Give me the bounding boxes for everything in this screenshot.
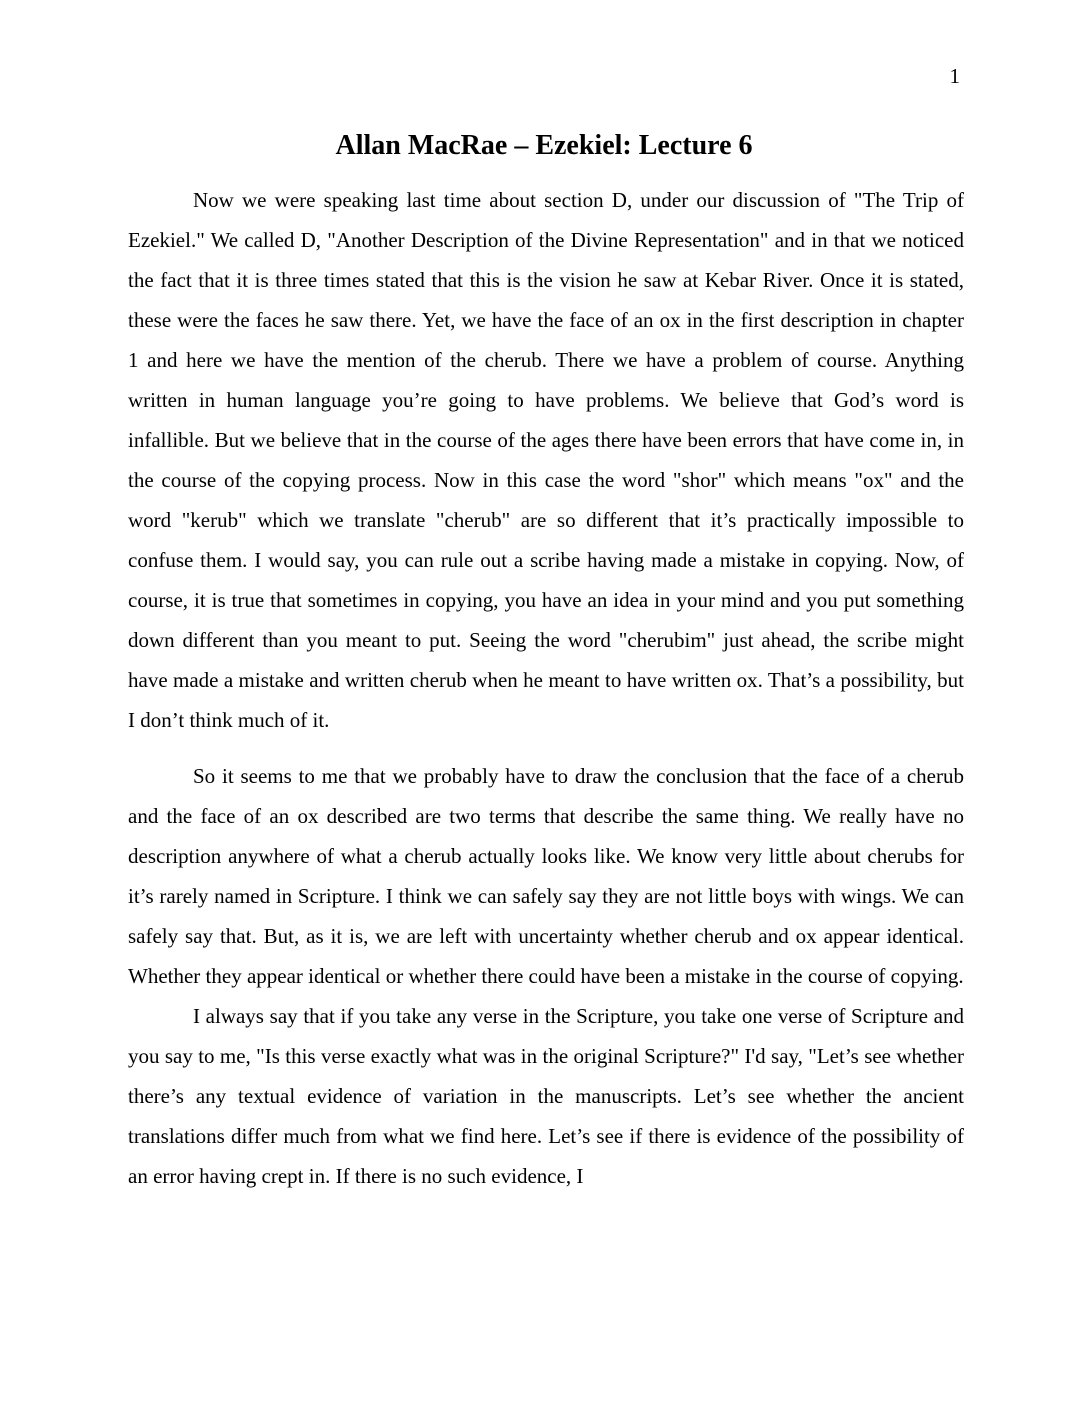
lecture-body	[128, 180, 964, 1196]
page-title: Allan MacRae – Ezekiel: Lecture 6	[335, 130, 753, 161]
paragraph: So it seems to me that we probably have to draw the conclusion that the face of a cherub and the face of an ox described are two terms that describe the same thing. We really have no description anywhere of what a cherub actually looks like. We know very little about cherubs for it’s rarely named in Scripture. I think we can safely say they are not little boys with wings. We can safely say that. But, as it is, we are left with uncertainty whether cherub and ox appear identical. Whether they appear identical or whether there could have been a mistake in the course of copying.	[128, 764, 964, 988]
paragraph: I always say that if you take any verse in the Scripture, you take one verse of Scripture and you say to me, "Is this verse exactly what was in the original Scripture?" I'd say, "Let’s see whether there’s any textual evidence of variation in the manuscripts. Let’s see whether the ancient translations differ much from what we find here. Let’s see if there is evidence of the possibility of an error having crept in. If there is no such evidence, I	[128, 1004, 964, 1188]
paragraph: Now we were speaking last time about section D, under our discussion of "The Trip of Ezekiel." We called D, "Another Description of the Divine Representation" and in that we noticed the fact that it is three times stated that this is the vision he saw at Kebar River. Once it is stated, these were the faces he saw there. Yet, we have the face of an ox in the first description in chapter 1 and here we have the mention of the cherub. There we have a problem of course. Anything written in human language you’re going to have problems. We believe that God’s word is infallible. But we believe that in the course of the ages there have been errors that have come in, in the course of the copying process. Now in this case the word "shor" which means "ox" and the word "kerub" which we translate "cherub" are so different that it’s practically impossible to confuse them. I would say, you can rule out a scribe having made a mistake in copying. Now, of course, it is true that sometimes in copying, you have an idea in your mind and you put something down different than you meant to put. Seeing the word "cherubim" just ahead, the scribe might have made a mistake and written cherub when he meant to have written ox. That’s a possibility, but I don’t think much of it.	[128, 188, 964, 732]
page-number: 1	[949, 64, 960, 88]
